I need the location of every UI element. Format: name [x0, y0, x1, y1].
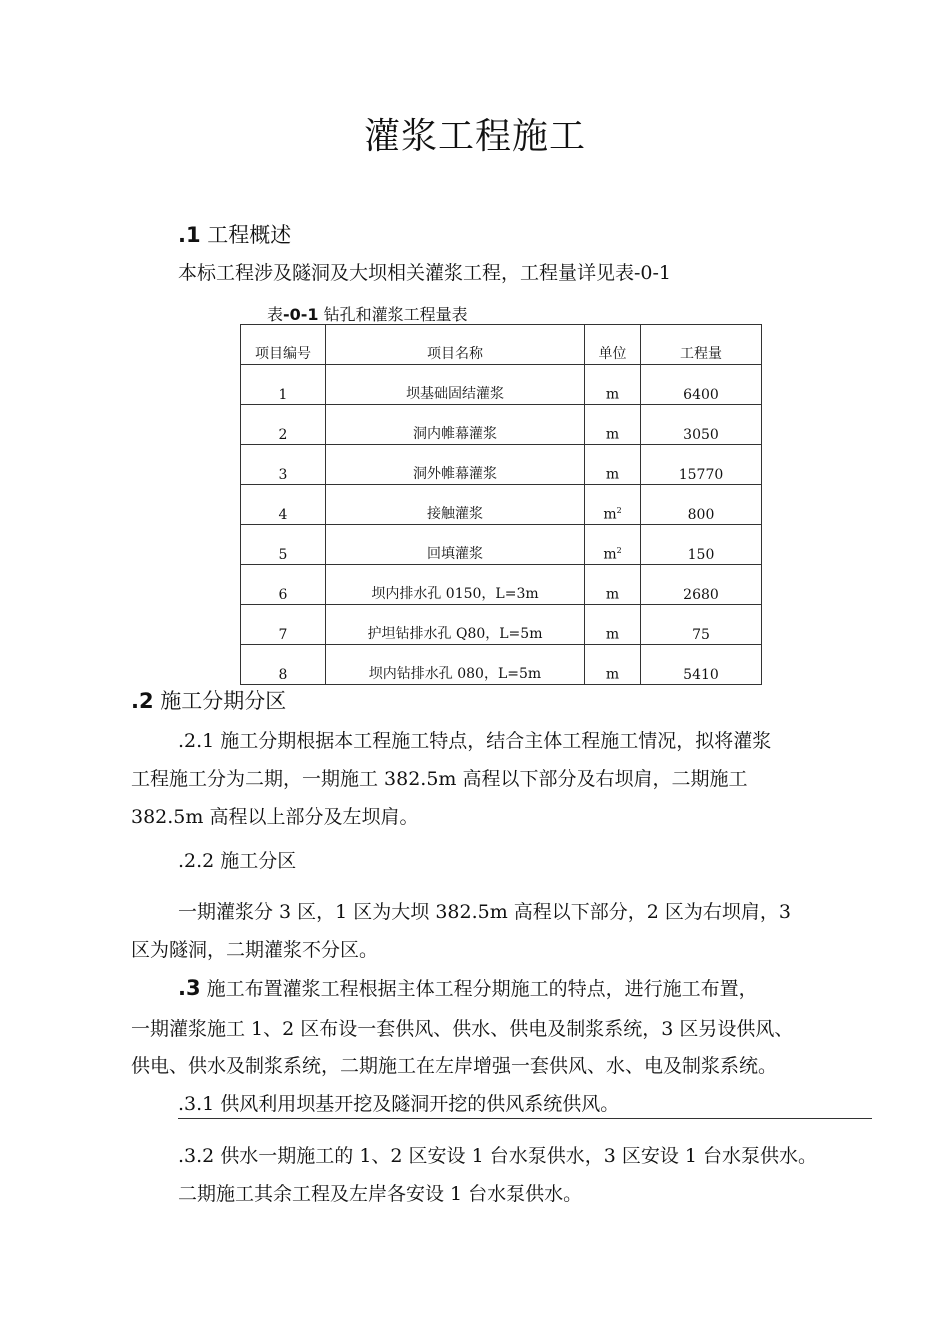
- para-2-2-heading: .2.2 施工分区: [178, 850, 297, 872]
- table-row: [241, 405, 762, 445]
- table-caption: [267, 302, 468, 325]
- row-unit: m: [585, 365, 641, 405]
- para-2-1-line1: .2.1 施工分期根据本工程施工特点，结合主体工程施工情况，拟将灌浆: [178, 730, 772, 752]
- para-2-2-line1: 一期灌浆分 3 区，1 区为大坝 382.5m 高程以下部分，2 区为右坝肩，3: [178, 901, 792, 923]
- section-1-title: 工程概述: [207, 223, 292, 247]
- row-name: 坝内钻排水孔 080，L=5m: [326, 645, 585, 685]
- table-row: [241, 605, 762, 645]
- header-cell: 单位: [585, 325, 641, 365]
- section-3-line2: 一期灌浆施工 1、2 区布设一套供风、供水、供电及制浆系统，3 区另设供风、: [131, 1018, 794, 1040]
- row-quantity: 3050: [641, 405, 762, 445]
- row-unit: m: [585, 605, 641, 645]
- para-3-2-line2: 二期施工其余工程及左岸各安设 1 台水泵供水。: [178, 1183, 583, 1205]
- row-number: 7: [241, 605, 326, 645]
- row-quantity: 75: [641, 605, 762, 645]
- para-3-1: .3.1 供风利用坝基开挖及隧洞开挖的供风系统供风。: [178, 1093, 620, 1115]
- row-quantity: 6400: [641, 365, 762, 405]
- horizontal-rule: [178, 1118, 872, 1119]
- table-row: [241, 565, 762, 605]
- row-number: 1: [241, 365, 326, 405]
- para-2-1-line2: 工程施工分为二期，一期施工 382.5m 高程以下部分及右坝肩，二期施工: [131, 768, 748, 790]
- row-number: 3: [241, 445, 326, 485]
- section-1-text: 本标工程涉及隧洞及大坝相关灌浆工程，工程量详见表-0-1: [178, 262, 672, 284]
- section-1-heading: [178, 219, 291, 249]
- row-number: 8: [241, 645, 326, 685]
- row-unit: m: [585, 565, 641, 605]
- row-name: 洞外帷幕灌浆: [326, 445, 585, 485]
- row-number: 4: [241, 485, 326, 525]
- section-2-title: 施工分期分区: [160, 689, 287, 713]
- table-caption-number: -0-1: [283, 305, 319, 324]
- row-unit: $m^2$: [585, 485, 641, 525]
- row-quantity: 150: [641, 525, 762, 565]
- row-name: 坝内排水孔 0150，L=3m: [326, 565, 585, 605]
- para-2-2-line2: 区为隧洞，二期灌浆不分区。: [131, 939, 379, 961]
- section-3-text: 施工布置灌浆工程根据主体工程分期施工的特点，进行施工布置，: [206, 978, 758, 1000]
- row-unit: m: [585, 405, 641, 445]
- page-title: 灌浆工程施工: [363, 116, 586, 157]
- row-quantity: 5410: [641, 645, 762, 685]
- quantity-table: [240, 324, 762, 685]
- para-2-1-line3: 382.5m 高程以上部分及左坝肩。: [131, 806, 419, 828]
- row-name: 洞内帷幕灌浆: [326, 405, 585, 445]
- row-unit: $m^2$: [585, 525, 641, 565]
- section-2-heading: [131, 685, 286, 715]
- row-unit: m: [585, 445, 641, 485]
- header-cell: 项目名称: [326, 325, 585, 365]
- header-cell: 项目编号: [241, 325, 326, 365]
- row-name: 护坦钻排水孔 Q80，L=5m: [326, 605, 585, 645]
- table-row: [241, 365, 762, 405]
- row-quantity: 2680: [641, 565, 762, 605]
- section-2-number: .2: [131, 689, 154, 713]
- table-caption-prefix: 表: [267, 305, 284, 324]
- header-cell: 工程量: [641, 325, 762, 365]
- row-unit: m: [585, 645, 641, 685]
- para-3-2-line1: .3.2 供水一期施工的 1、2 区安设 1 台水泵供水，3 区安设 1 台水泵供水。: [178, 1145, 818, 1167]
- row-quantity: 800: [641, 485, 762, 525]
- table-row: [241, 445, 762, 485]
- section-3-line1: [178, 969, 758, 1008]
- row-name: 坝基础固结灌浆: [326, 365, 585, 405]
- row-number: 5: [241, 525, 326, 565]
- table-caption-text: 钻孔和灌浆工程量表: [323, 305, 468, 324]
- row-name: 接触灌浆: [326, 485, 585, 525]
- row-number: 2: [241, 405, 326, 445]
- section-3-number: .3: [178, 976, 201, 1000]
- table-row: [241, 485, 762, 525]
- section-3-line3: 供电、供水及制浆系统，二期施工在左岸增强一套供风、水、电及制浆系统。: [131, 1055, 778, 1077]
- table-header-row: [241, 325, 762, 365]
- row-number: 6: [241, 565, 326, 605]
- section-1-number: .1: [178, 223, 201, 247]
- row-name: 回填灌浆: [326, 525, 585, 565]
- table-row: [241, 645, 762, 685]
- row-quantity: 15770: [641, 445, 762, 485]
- table-row: [241, 525, 762, 565]
